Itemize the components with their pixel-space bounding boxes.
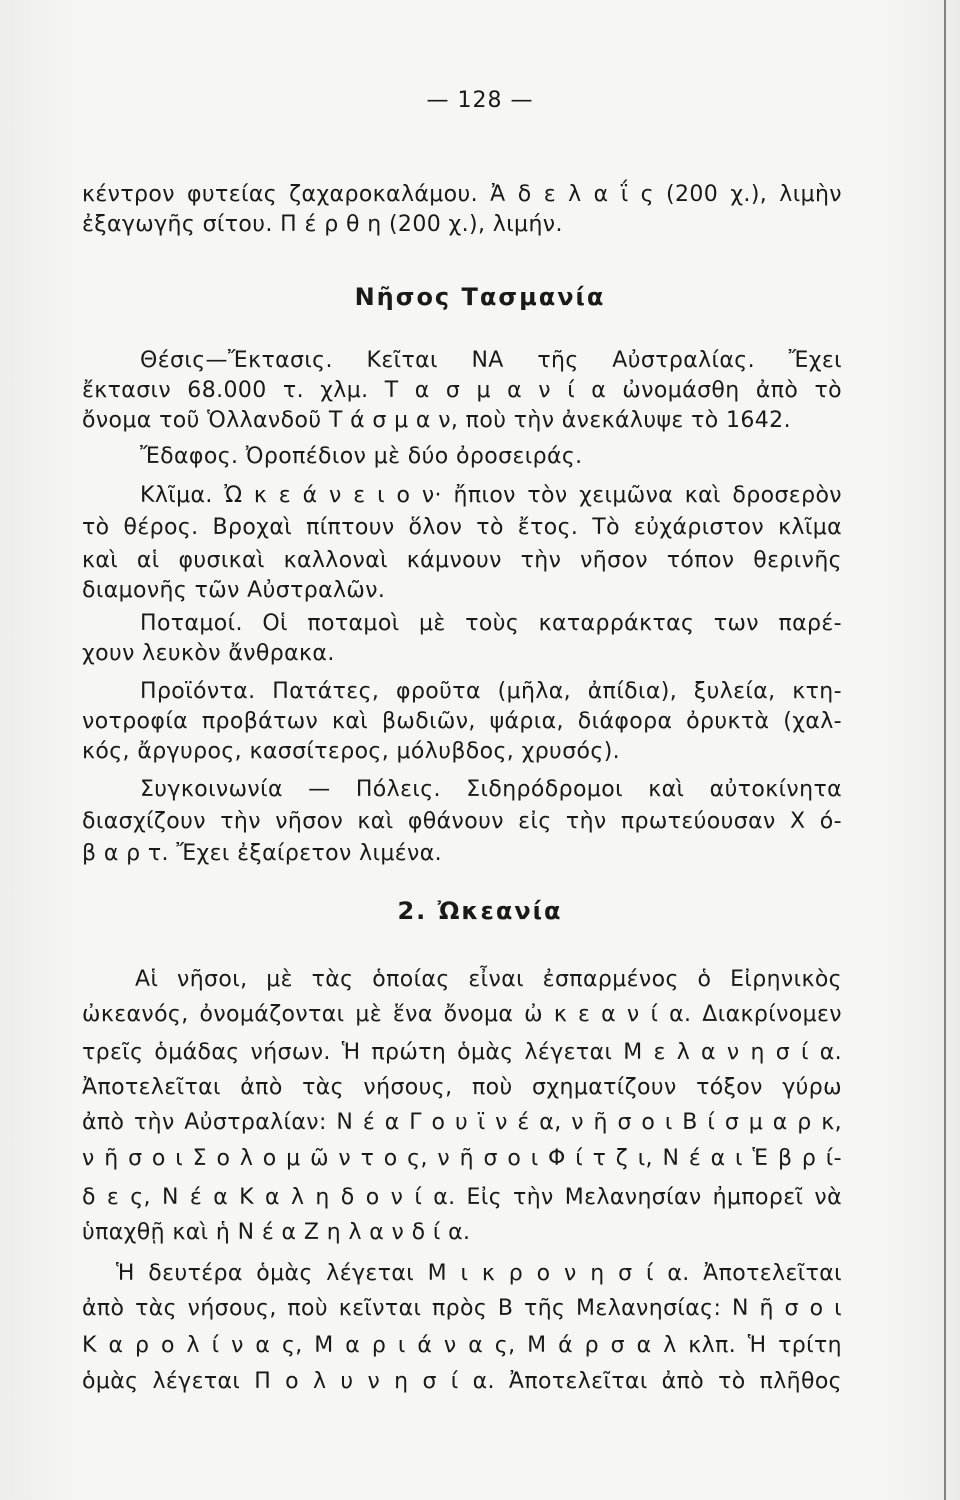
paragraph-line: Θέσις—Ἔκτασις. Κεῖται ΝΑ τῆς Αὐστραλίας. Ἔχει [140, 348, 842, 373]
paragraph-line: Ἡ δευτέρα ὁμὰς λέγεται Μ ι κ ρ ο ν η σ ί α. Ἀποτελεῖται [116, 1261, 842, 1286]
paragraph-line: κός, ἄργυρος, κασσίτερος, μόλυβδος, χρυσός). [82, 739, 621, 764]
page-edge-line [944, 0, 946, 1500]
intro-line-2: ἐξαγωγῆς σίτου. Π έ ρ θ η (200 χ.), λιμήν. [82, 212, 563, 237]
intro-line-1: κέντρον φυτείας ζαχαροκαλάμου. Ἀ δ ε λ α ΐ ς (200 χ.), λιμὴν [82, 182, 842, 207]
section-heading-tasmania: Νῆσος Τασμανία [354, 283, 606, 311]
paragraph-line: Ἔδαφος. Ὀροπέδιον μὲ δύο ὀροσειράς. [140, 444, 583, 469]
paragraph-line: Αἱ νῆσοι, μὲ τὰς ὁποίας εἶναι ἐσπαρμένος ὁ Εἰρηνικὸς [135, 967, 842, 992]
paragraph-line: ν ῆ σ ο ι Σ ο λ ο μ ῶ ν τ ο ς, ν ῆ σ ο ι Φ ί τ ζ ι, Ν έ α ι Ἑ β ρ ί- [82, 1146, 842, 1171]
paragraph-line: Κ α ρ ο λ ί ν α ς, Μ α ρ ι ά ν α ς, Μ ά ρ σ α λ κλπ. Ἡ τρίτη [82, 1333, 842, 1358]
paragraph-line: ἔκτασιν 68.000 τ. χλμ. Τ α σ μ α ν ί α ὠνομάσθη ἀπὸ τὸ [82, 378, 842, 403]
paragraph-line: β α ρ τ. Ἔχει ἐξαίρετον λιμένα. [82, 841, 443, 866]
paragraph-line: ὁμὰς λέγεται Π ο λ υ ν η σ ί α. Ἀποτελεῖται ἀπὸ τὸ πλῆθος [82, 1369, 842, 1394]
paragraph-line: ἀπὸ τὴν Αὐστραλίαν: Ν έ α Γ ο υ ϊ ν έ α, ν ῆ σ ο ι Β ί σ μ α ρ κ, [82, 1110, 842, 1135]
section-heading-oceania: 2. Ὠκεανία [397, 897, 563, 925]
paragraph-line: ἀπὸ τὰς νήσους, ποὺ κεῖνται πρὸς Β τῆς Μελανησίας: Ν ῆ σ ο ι [82, 1296, 842, 1321]
paragraph-line: Ἀποτελεῖται ἀπὸ τὰς νήσους, ποὺ σχηματίζουν τόξον γύρω [82, 1075, 842, 1100]
paragraph-line: νοτροφία προβάτων καὶ βωδιῶν, ψάρια, διάφορα ὀρυκτὰ (χαλ- [82, 709, 842, 734]
paragraph-line: χουν λευκὸν ἄνθρακα. [82, 641, 335, 666]
paragraph-line: Ποταμοί. Οἱ ποταμοὶ μὲ τοὺς καταρράκτας των παρέ- [140, 611, 842, 636]
paragraph-line: ὑπαχθῇ καὶ ἡ Ν έ α Ζ η λ α ν δ ί α. [82, 1220, 471, 1245]
paragraph-line: Κλῖμα. Ὠ κ ε ά ν ε ι ο ν· ἤπιον τὸν χειμῶνα καὶ δροσερὸν [140, 483, 842, 508]
paragraph-line: δ ε ς, Ν έ α Κ α λ η δ ο ν ί α. Εἰς τὴν Μελανησίαν ἠμπορεῖ νὰ [82, 1185, 842, 1210]
paragraph-line: Συγκοινωνία — Πόλεις. Σιδηρόδρομοι καὶ αὐτοκίνητα [140, 777, 842, 802]
paragraph-line: καὶ αἱ φυσικαὶ καλλοναὶ κάμνουν τὴν νῆσον τόπον θερινῆς [82, 548, 842, 573]
paragraph-line: διαμονῆς τῶν Αὐστραλῶν. [82, 578, 386, 603]
paragraph-line: τρεῖς ὁμάδας νήσων. Ἡ πρώτη ὁμὰς λέγεται Μ ε λ α ν η σ ί α. [82, 1040, 842, 1065]
paragraph-line: Προϊόντα. Πατάτες, φροῦτα (μῆλα, ἀπίδια), ξυλεία, κτη- [140, 679, 842, 704]
paragraph-line: διασχίζουν τὴν νῆσον καὶ φθάνουν εἰς τὴν πρωτεύουσαν Χ ό- [82, 809, 842, 834]
paragraph-line: ὠκεανός, ὀνομάζονται μὲ ἕνα ὄνομα ὠ κ ε α ν ί α. Διακρίνομεν [82, 1002, 842, 1027]
paragraph-line: ὄνομα τοῦ Ὁλλανδοῦ Τ ά σ μ α ν, ποὺ τὴν ἀνεκάλυψε τὸ 1642. [82, 408, 791, 433]
page-number: — 128 — [426, 88, 534, 113]
paragraph-line: τὸ θέρος. Βροχαὶ πίπτουν ὅλον τὸ ἔτος. Τὸ εὐχάριστον κλῖμα [82, 515, 842, 540]
